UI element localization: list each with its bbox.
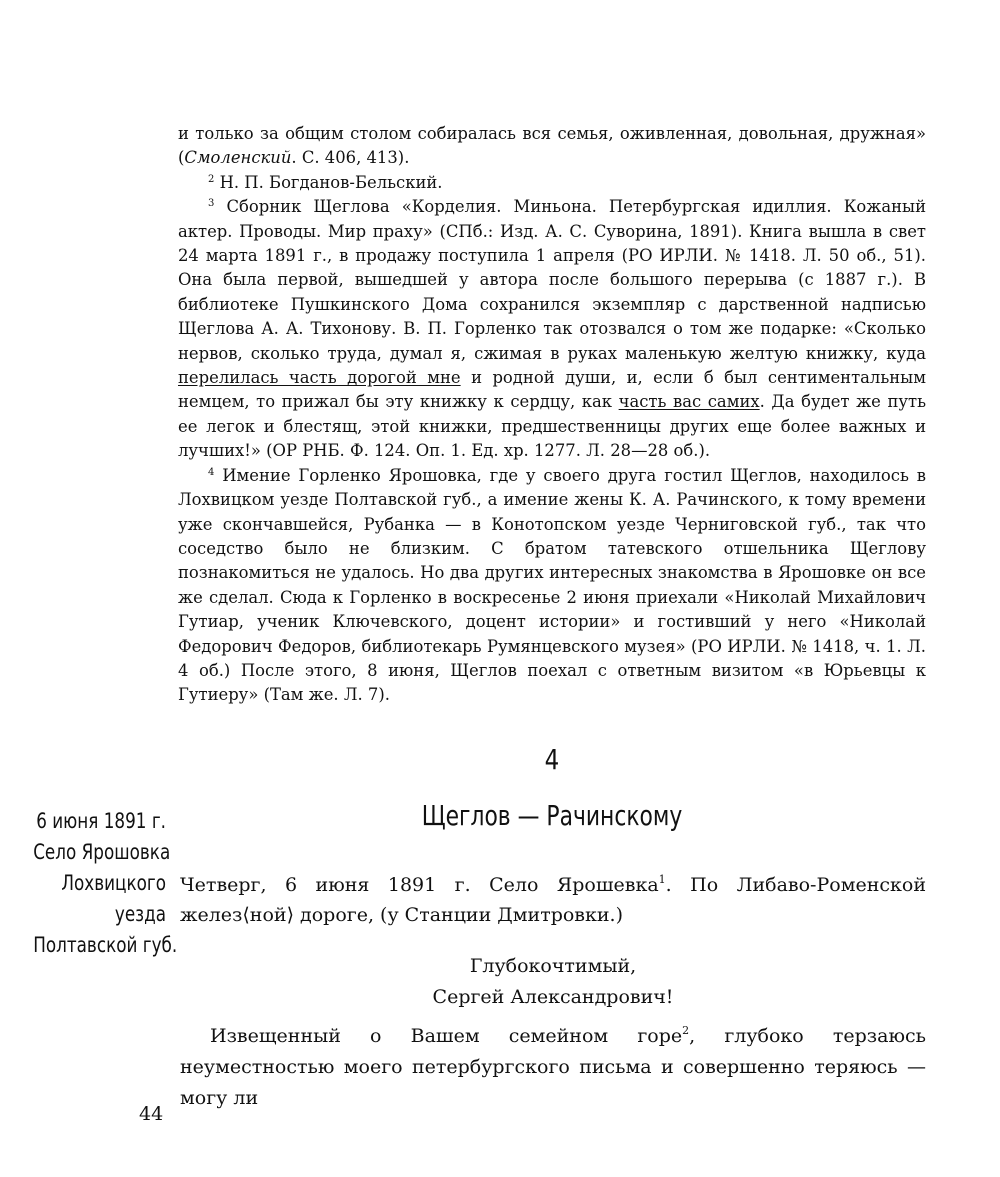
- footnote-text: Имение Горленко Ярошовка, где у своего друга гостил Щеглов, находилось в Лохвицком уезде Полтавской губ., а имение жены К. А. Рачинского, к тому времени уже скончавшейся, Рубанка — в Конотопском уезде Черниговской губ., так что соседство было не близким. С братом татевского отшельника Щеглову познакомиться не удалось. Но два других интересных знакомства в Ярошовке он все же сделал. Сюда к Горленко в воскресенье 2 июня приехали «Николай Михайлович Гутиар, ученик Ключевского, доцент истории» и гостивший у него «Николай Федорович Федоров, библиотекарь Румянцевского музея» (РО ИРЛИ. № 1418, ч. 1. Л. 4 об.) После этого, 8 июня, Щеглов поехал с ответным визитом «в Юрьевцы к Гутиеру» (Там же. Л. 7).: [178, 465, 926, 705]
- footnote-text: и родной души, и, если б был сентиментальным немцем, то прижал бы эту книжку к сердцу, как: [178, 368, 926, 412]
- letter-number: 4: [544, 743, 560, 776]
- footnote-text: . С. 406, 413).: [291, 148, 410, 168]
- header-text: Четверг, 6 июня 1891 г. Село Ярошевка: [180, 874, 659, 896]
- margin-date-place: [0, 806, 178, 961]
- footnote-4: [178, 464, 926, 708]
- body-text: , глубоко терзаюсь неуместностью моего петербургского письма и совершенно теряюсь — могу ли: [180, 1025, 926, 1109]
- salutation-line: Глубокочтимый,: [469, 955, 637, 977]
- salutation: [180, 951, 926, 1013]
- letter-body: [180, 1021, 926, 1114]
- footnote-marker: 2: [682, 1024, 690, 1037]
- footnote-continuation: [178, 122, 926, 171]
- footnote-text: . Да будет же путь ее легок и блестящ, этой книжки, предшественницы других еще более важных и лучших!» (ОР РНБ. Ф. 124. Оп. 1. Ед. хр. 1277. Л. 28—28 об.).: [178, 392, 927, 461]
- underlined-quote: часть вас самих: [618, 392, 760, 412]
- page-number: 44: [139, 1103, 164, 1125]
- margin-line: Лохвицкого: [61, 871, 166, 895]
- footnote-text: Н. П. Богданов-Бельский.: [219, 172, 443, 192]
- footnote-text: Сборник Щеглова «Корделия. Миньона. Петербургская идиллия. Кожаный актер. Проводы. Мир праху» (СПб.: Изд. А. С. Суворина, 1891). Книга вышла в свет 24 марта 1891 г., в продажу поступила 1 апреля (РО ИРЛИ. № 1418. Л. 50 об., 51). Она была первой, вышедшей у автора после большого перерыва (с 1887 г.). В библиотеке Пушкинского Дома сохранился экземпляр с дарственной надписью Щеглова А. А. Тихонову. В. П. Горленко так отозвался о том же подарке: «Сколько нервов, сколько труда, думал я, сжимая в руках маленькую желтую книжку, куда: [178, 197, 926, 363]
- footnotes: [178, 122, 926, 708]
- footnote-marker: 1: [658, 873, 666, 886]
- footnote-number: 4: [208, 466, 215, 478]
- letter-header: [180, 870, 926, 930]
- salutation-line: Сергей Александрович!: [432, 986, 674, 1008]
- footnote-text: и только за общим столом собиралась вся семья, оживленная, довольная, дружная» (: [178, 124, 926, 168]
- underlined-quote: перелилась часть дорогой мне: [178, 368, 461, 388]
- letter-title: Щеглов — Рачинскому: [421, 799, 683, 832]
- margin-line: Полтавской губ.: [33, 933, 178, 957]
- margin-line: уезда: [114, 902, 166, 926]
- margin-line: 6 июня 1891 г.: [36, 809, 167, 833]
- footnote-author-ref: Смоленский: [184, 148, 292, 168]
- margin-line: Село Ярошовка: [33, 840, 171, 864]
- footnote-number: 2: [208, 173, 215, 185]
- header-text: . По Либаво-Роменской желез⟨ной⟩ дороге, (у Станции Дмитровки.): [180, 874, 926, 926]
- body-text: Извещенный о Вашем семейном горе: [210, 1025, 683, 1047]
- footnote-number: 3: [208, 198, 215, 210]
- footnote-2: [178, 171, 926, 195]
- footnote-3: [178, 195, 926, 463]
